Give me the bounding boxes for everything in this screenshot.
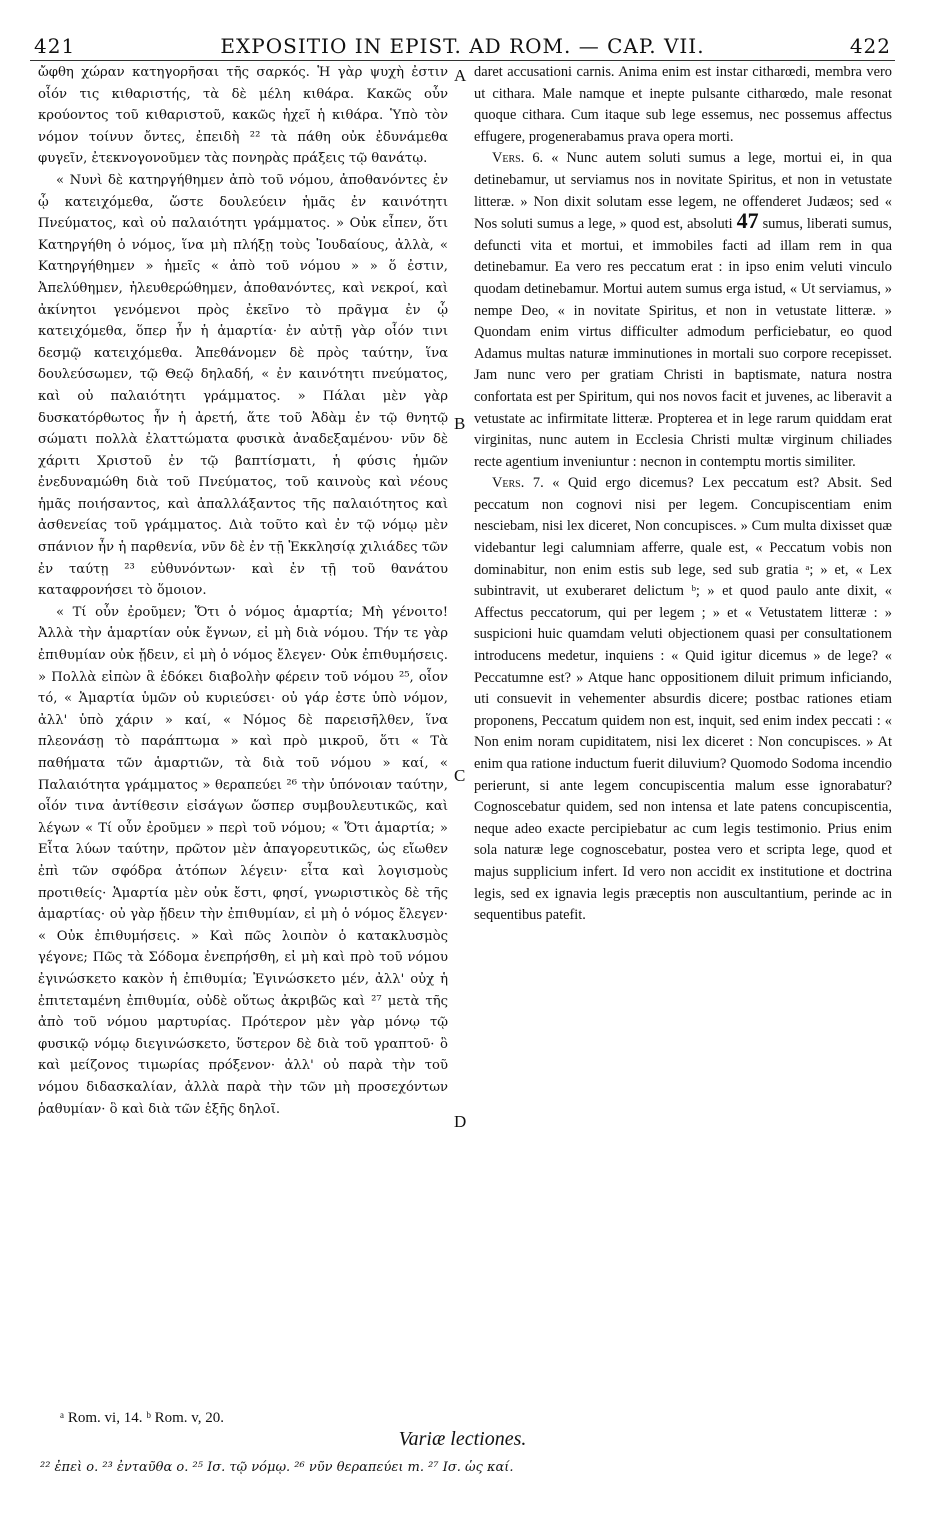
latin-paragraph-1: daret accusationi carnis. Anima enim est instar citharœdi, membra vero ut cithara. Male namque et inepte pulsante citharœdo, male resonat quoque cithara. Cum itaque sub lege essemus, nec possemus affectus effugere, progenerabamus prava opera morti. [474, 64, 892, 145]
column-number: 47 [736, 208, 759, 234]
verse-6-text-b: sumus, liberati sumus, defuncti vita et mortui, et immobiles facti ad illam rem in qua detinebamur. Ea vero res peccatum erat : in ipso enim veluti vinculo quodam detinebamur. Mortui autem sumus erga istud, « Ut serviamus, » nempe Deo, « in novitate Spiritus, et non in vetustate litteræ. » Quondam enim virtus difficulter admodum perficiebatur, eo quod Adamus multas naturæ imminutiones in mortali suo corpore recepisset. Jam nunc vero per gratiam Christi in baptismate, natura nostra confortata est per Spiritum, qui nos novos facit et juvenes, ac liberavit a vetustate ac infirmitate litteræ. Propterea et in lege rarum quiddam erat virginitas, nunc autem in Ecclesia Christi multæ virginum chiliades recte agentium inveniuntur : necnon in contemptu mortis similiter. [474, 216, 892, 470]
page-header [30, 30, 895, 61]
running-title: EXPOSITIO IN EPIST. AD ROM. — CAP. VII. [220, 34, 705, 58]
variae-lectiones-text: ²² ἐπεὶ ο. ²³ ἐνταῦθα ο. ²⁵ Ισ. τῷ νόμῳ. ²⁶ νῦν θεραπεύει m. ²⁷ Ισ. ὡς καί. [40, 1460, 514, 1475]
scripture-footnotes: ᵃ Rom. vi, 14. ᵇ Rom. v, 20. [60, 1410, 225, 1426]
verse-6-text-a: « Nunc autem soluti sumus a lege, mortui ei, in qua detinebamur, ut serviamus nos in novitate Spiritus, et non in vetustate litteræ. » Non dixit solutam esse legem, ne offenderet Judæos; sed « Nos soluti sumus a lege, » quod est, absoluti [474, 150, 892, 233]
left-page-number: 421 [34, 34, 76, 58]
variae-lectiones-title: Variæ lectiones. [398, 1428, 527, 1450]
verse-7-text: « Quid ergo dicemus? Lex peccatum est? Absit. Sed peccatum non cognovi nisi per legem. Concupiscentiam enim nesciebam, nisi lex diceret, Non concupisces. » Cum multa dixisset quæ videbantur legi calumniam afferre, quale est, « Peccatum vobis non dominabitur, non enim estis sub lege, sed sub gratia ᵃ; » et, « Lex subintravit, ut exuberaret delictum ᵇ; » et quod paulo ante dixit, « Affectus peccatorum, qui per legem ; » et « Vetustatem litteræ : » suspicioni huic quamdam veluti objectionem quasi per consultationem introducens medetur, inquiens : « Quid igitur dicemus » de lege? « Peccatumne est? » Atque hanc oppositionem diluit primum inficiando, uti consuevit in vehementer absurdis dicere; postbac rationes etiam proponens, Peccatum quidem non est, inquit, sed enim index peccati : « Non enim noram cupiditatem, nisi lex diceret : Non concupisces. » At enim qua ratione inductum fuerit diluvium? Quomodo Sodoma incendio perierunt, si ante legem concupiscentia malum esse ignorabatur? Cognoscebatur quidem, sed non intensa et late patens concupiscentia, neque adeo exacte percipiebatur ac cum legis testimonio. Prius enim sola naturæ lege cognoscebatur, postea vero et scripta lege, quod et majus supplicium infert. Id vero non accidit ex institutione et doctrina legis, sed ex ignavia legis præceptis non auscultantium, perinde ac in sequentibus patefit. [474, 475, 892, 924]
latin-verse-6 [474, 148, 892, 473]
margin-letter-b: B [454, 414, 466, 433]
latin-verse-7 [474, 473, 892, 926]
latin-column [474, 62, 892, 1397]
verse-6-label: Vers. 6. [492, 150, 544, 167]
greek-column [38, 62, 448, 1397]
verse-7-label: Vers. 7. [492, 475, 544, 492]
greek-paragraph-3: « Τί οὖν ἐροῦμεν; Ὅτι ὁ νόμος ἁμαρτία; Μὴ γένοιτο! Ἀλλὰ τὴν ἁμαρτίαν οὐκ ἔγνων, εἰ μὴ διὰ νόμου. Τήν τε γὰρ ἐπιθυμίαν οὐκ ᾔδειν, εἰ μὴ ὁ νόμος ἔλεγεν· Οὐκ ἐπιθυμήσεις. » Πολλὰ εἰπὼν ἃ ἐδόκει διαβολὴν φέρειν τοῦ νόμου ²⁵, οἷον τό, « Ἁμαρτία ὑμῶν οὐ κυριεύσει· οὐ γάρ ἐστε ὑπὸ νόμον, ἀλλ' ὑπὸ χάριν » καί, « Νόμος δὲ παρεισῆλθεν, ἵνα πλεονάσῃ τὸ παράπτωμα » καὶ πρὸ μικροῦ, ὅτι « Τὰ παθήματα τῶν ἁμαρτιῶν, τὰ διὰ τοῦ νόμου » καί, « Παλαιότητα γράμματος » θεραπεύει ²⁶ τὴν ὑπόνοιαν ταύτην, οἷόν τινα ἀντίθεσιν εἰσάγων ὥσπερ συμβουλευτικῶς, καὶ λέγων « Τί οὖν ἐροῦμεν » περὶ τοῦ νόμου; « Ὅτι ἁμαρτία; » Εἶτα λύων ταύτην, πρῶτον μὲν ἀπαγορευτικῶς, ὡς εἴωθεν ἐπὶ τῶν σφόδρα ἀτόπων λέγειν· εἶτα καὶ λογισμοὺς προτιθείς· Ἁμαρτία μὲν οὐκ ἔστι, φησί, γνωριστικὸς δὲ τῆς ἁμαρτίας· οὐ γὰρ ᾔδειν τὴν ἐπιθυμίαν, εἰ μὴ ὁ νόμος ἔλεγεν· « Οὐκ ἐπιθυμήσεις. » Καὶ πῶς λοιπὸν ὁ κατακλυσμὸς γέγονε; Πῶς τὰ Σόδομα ἐνεπρήσθη, εἰ μὴ καὶ πρὸ τοῦ νόμου ἐγινώσκετο κακὸν ἡ ἐπιθυμία; Ἐγινώσκετο μέν, ἀλλ' οὐχ ἡ ἐπιτεταμένη ἐπιθυμία, οὐδὲ οὕτως ἀκριβῶς καὶ ²⁷ μετὰ τῆς ἀπὸ τοῦ νόμου μαρτυρίας. Πρότερον μὲν γὰρ μόνῳ τῷ φυσικῷ νόμῳ διεγινώσκετο, ὕστερον δὲ διὰ τοῦ γραπτοῦ· ὃ καὶ μείζονος τιμωρίας πρόξενον· ἀλλ' οὐ παρὰ τὴν τοῦ νόμου διδασκαλίαν, ἀλλὰ παρὰ τὴν τῶν μὴ προσεχόντων ῥαθυμίαν· ὃ καὶ διὰ τῶν ἑξῆς δηλοῖ. [38, 604, 448, 1117]
greek-paragraph-1: ὤφθη χώραν κατηγορῆσαι τῆς σαρκός. Ἡ γὰρ ψυχὴ ἐστιν οἷόν τις κιθαριστής, τὰ δὲ μέλη κιθάρα. Κακῶς οὖν κρούοντος τοῦ κιθαριστοῦ, κακῶς ἠχεῖ ἡ κιθάρα. Ὑπὸ τὸν νόμον τοίνυν ὄντες, ἐπειδὴ ²² τὰ πάθη οὐκ ἐδυνάμεθα φυγεῖν, ἐτεκνογονοῦμεν τὰς πονηρὰς πράξεις τῷ θανάτῳ. [38, 65, 448, 167]
margin-letter-a: A [454, 66, 467, 85]
margin-letter-d: D [454, 1112, 467, 1131]
greek-paragraph-2: « Νυνὶ δὲ κατηργήθημεν ἀπὸ τοῦ νόμου, ἀποθανόντες ἐν ᾧ κατειχόμεθα, ὥστε δουλεύειν ἡμᾶς ἐν καινότητι Πνεύματος, καὶ οὐ παλαιότητι γράμματος. » Οὐκ εἶπεν, ὅτι Κατηργήθη ὁ νόμος, ἵνα μὴ πλήξῃ τοὺς Ἰουδαίους, ἀλλὰ, « Κατηργήθημεν » ἡμεῖς « ἀπὸ τοῦ νόμου » » ὅ ἐστιν, Ἀπελύθημεν, ἠλευθερώθημεν, ἀποθανόντες, καὶ νεκροί, καὶ ἀκίνητοι γενόμενοι πρὸς ἐκεῖνο τὸ πρᾶγμα ἐν ᾧ κατειχόμεθα, ὅπερ ἦν ἡ ἁμαρτία· ἐν αὐτῇ γὰρ οἷόν τινι δεσμῷ κατειχόμεθα. Ἀπεθάνομεν δὲ πρὸς ταύτην, ἵνα δουλεύσωμεν, τῷ Θεῷ δηλαδή, « ἐν καινότητι πνεύματος, καὶ οὐ παλαιότητι γράμματος. » Πάλαι μὲν γὰρ δυσκατόρθωτος ἦν ἡ ἀρετή, ἅτε τοῦ Ἀδὰμ ἐν τῷ θνητῷ σώματι πολλὰ ἐλαττώματα φυσικὰ ἀναδεξαμένου· νῦν δὲ χάριτι Χριστοῦ ἐν τῷ βαπτίσματι, ἡ φύσις ἡμῶν ἐνεδυναμώθη διὰ τοῦ Πνεύματος, τοῦ καινοὺς καὶ νέους ἡμᾶς ποιήσαντος, καὶ ἀπαλλάξαντος τῆς παλαιότητος καὶ ἀσθενείας τοῦ γράμματος. Διὰ τοῦτο καὶ ἐν τῷ νόμῳ μὲν σπάνιον ἦν ἡ παρθενία, νῦν δὲ ἐν τῇ Ἐκκλησίᾳ χιλιάδες τῶν ἐν ταύτῃ ²³ εὐθυνόντων· καὶ ἐν τῇ τοῦ θανάτου καταφρονήσει τὸ ὅμοιον. [38, 172, 448, 599]
right-page-number: 422 [849, 34, 891, 58]
margin-letter-c: C [454, 766, 466, 785]
